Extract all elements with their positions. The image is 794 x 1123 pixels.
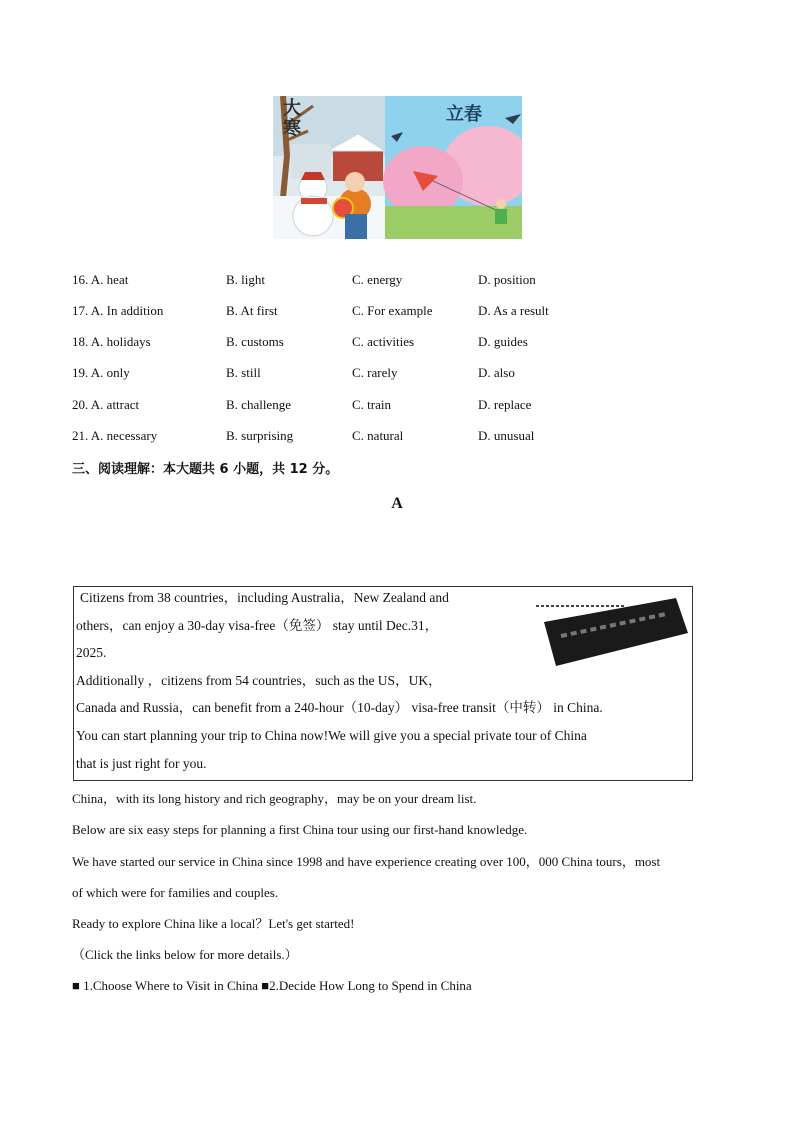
option-b: B. surprising xyxy=(226,428,294,443)
winter-term-label: 大寒 xyxy=(280,98,301,138)
box-line-2: others，can enjoy a 30-day visa-free（免签） stay until Dec.31， xyxy=(76,618,439,633)
passage-letter: A xyxy=(391,495,403,512)
box-line-3: 2025. xyxy=(76,645,107,660)
option-b: B. still xyxy=(226,365,261,380)
option-c: C. natural xyxy=(352,428,404,443)
box-line-6: You can start planning your trip to China now!We will give you a special private tour of China xyxy=(76,728,587,743)
option-d: D. also xyxy=(478,365,515,380)
section-title: 三、阅读理解：本大题共 6 小题，共 12 分。 xyxy=(72,462,339,477)
solar-terms-illustration xyxy=(273,96,522,239)
option-c: C. train xyxy=(352,397,391,412)
option-d: D. guides xyxy=(478,334,528,349)
option-a: 19. A. only xyxy=(72,365,130,380)
option-c: C. For example xyxy=(352,303,433,318)
option-b: B. light xyxy=(226,272,266,287)
body-line-1: China，with its long history and rich geography，may be on your dream list. xyxy=(72,791,477,806)
box-line-1: Citizens from 38 countries，including Australia，New Zealand and xyxy=(80,590,449,605)
option-a: 16. A. heat xyxy=(72,272,129,287)
option-b: B. challenge xyxy=(226,397,291,412)
body-line-3: We have started our service in China since 1998 and have experience creating over 100，000 China tours，most xyxy=(72,854,661,869)
option-c: C. energy xyxy=(352,272,403,287)
option-c: C. rarely xyxy=(352,365,398,380)
box-line-4: Additionally ，citizens from 54 countries，such as the US，UK， xyxy=(76,673,442,688)
option-d: D. As a result xyxy=(478,303,549,318)
ink-stamp-image xyxy=(536,588,691,668)
body-line-5: Ready to explore China like a local？Let's get started! xyxy=(72,916,355,931)
body-line-6: （Click the links below for more details.） xyxy=(72,947,298,962)
spring-term-label: 立春 xyxy=(446,104,482,125)
body-line-4: of which were for families and couples. xyxy=(72,885,279,900)
box-line-7: that is just right for you. xyxy=(76,756,207,771)
steps-links-line[interactable]: ■ 1.Choose Where to Visit in China ■2.Decide How Long to Spend in China xyxy=(72,978,472,993)
option-c: C. activities xyxy=(352,334,415,349)
option-a: 20. A. attract xyxy=(72,397,140,412)
option-a: 21. A. necessary xyxy=(72,428,158,443)
option-b: B. customs xyxy=(226,334,284,349)
box-line-5: Canada and Russia，can benefit from a 240-hour（10-day） visa-free transit（中转） in China. xyxy=(76,700,603,715)
option-b: B. At first xyxy=(226,303,278,318)
option-a: 17. A. In addition xyxy=(72,303,164,318)
option-a: 18. A. holidays xyxy=(72,334,151,349)
option-d: D. position xyxy=(478,272,536,287)
option-d: D. replace xyxy=(478,397,532,412)
option-d: D. unusual xyxy=(478,428,535,443)
body-line-2: Below are six easy steps for planning a first China tour using our first-hand knowledge. xyxy=(72,822,528,837)
